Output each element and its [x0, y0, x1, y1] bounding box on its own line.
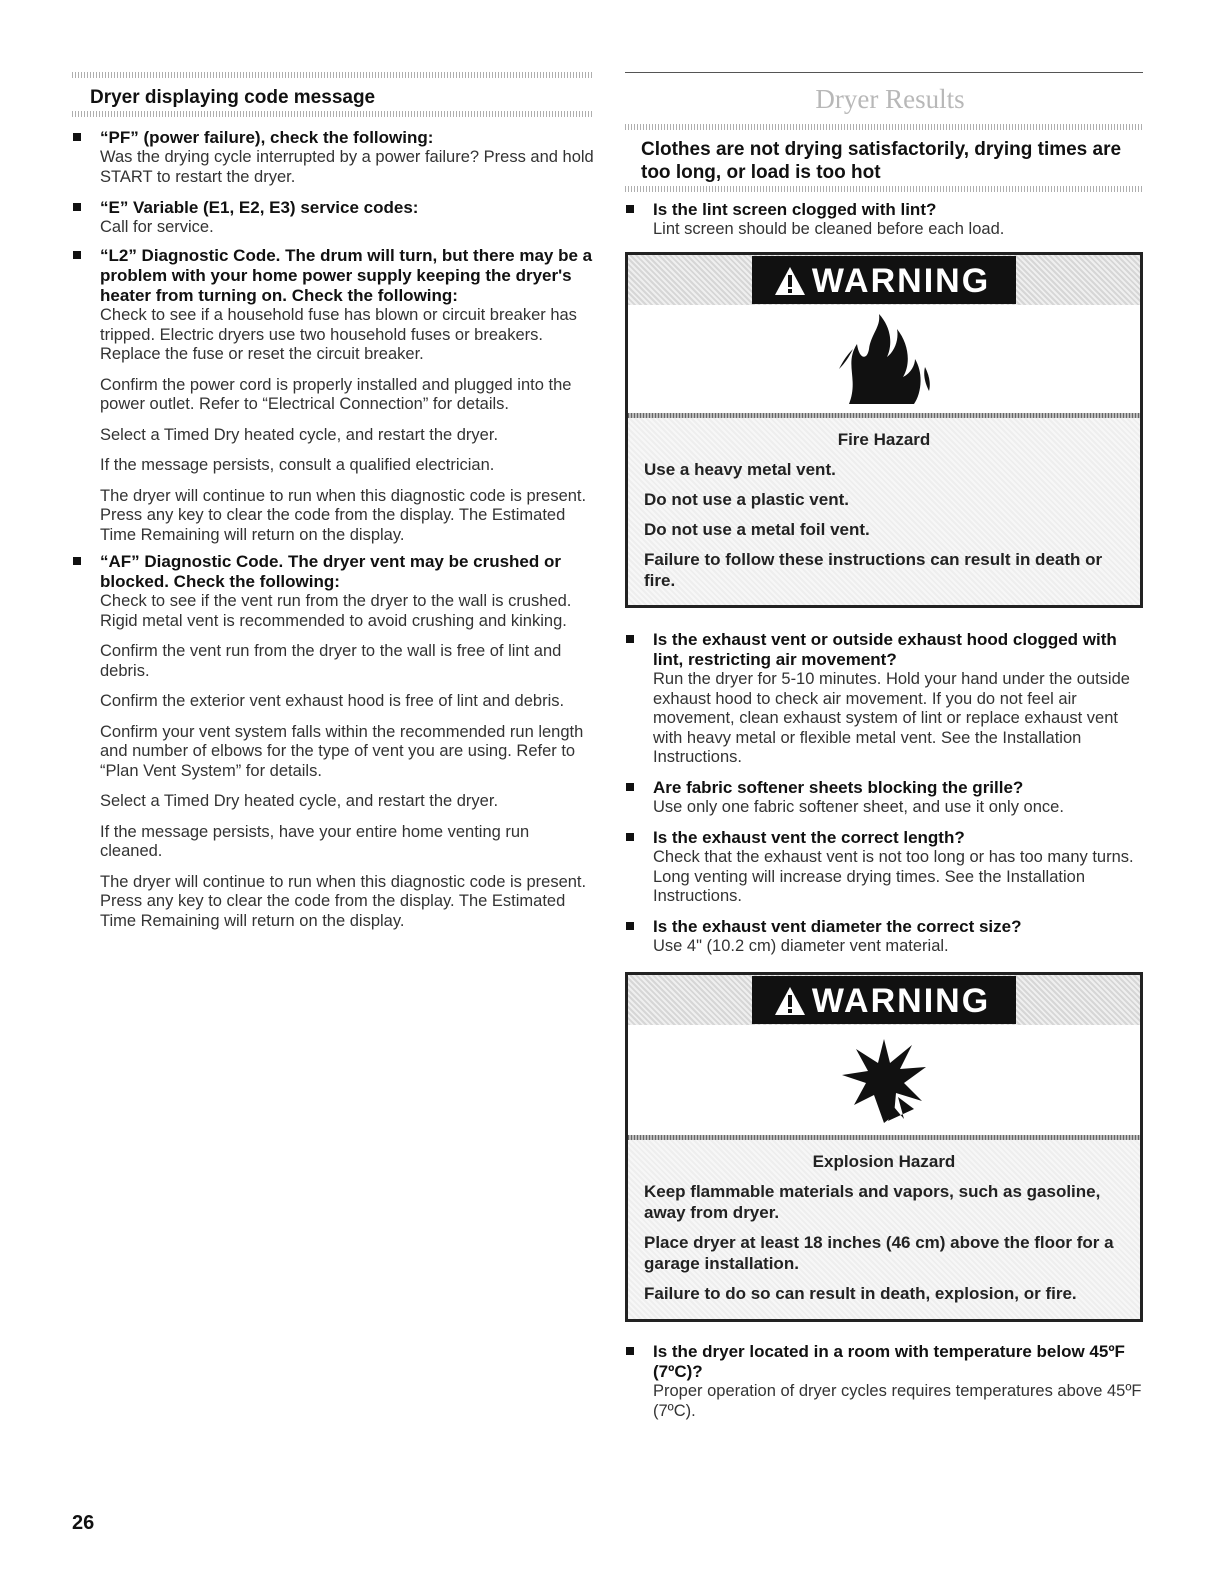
bullet-icon [626, 1347, 634, 1355]
warning-line: Do not use a metal foil vent. [644, 520, 870, 539]
top-rule [72, 72, 592, 78]
item-heading: Is the lint screen clogged with lint? [653, 200, 937, 219]
item-text: Confirm the power cord is properly installed and plugged into the power outlet. Refer to “Electrical Connection” for details. [100, 375, 572, 413]
warning-word: WARNING [811, 262, 991, 300]
warning-line: Use a heavy metal vent. [644, 460, 836, 479]
section-title-dryer-results: Dryer Results [815, 84, 965, 114]
fire-icon-area [628, 305, 1140, 413]
warning-text-area [628, 1140, 1140, 1319]
warning-text-area [628, 418, 1140, 605]
section-title-code-message: Dryer displaying code message [90, 87, 376, 108]
item-heading: Is the dryer located in a room with temperature below 45ºF (7ºC)? [653, 1342, 1125, 1381]
item-text: The dryer will continue to run when this diagnostic code is present. Press any key to clear the code from the display. The Estimated Time Remaining will return on the display. [100, 486, 587, 544]
list-item-exhaust-clogged [653, 630, 1148, 768]
title-rule [72, 111, 592, 117]
bullet-icon [626, 205, 634, 213]
alert-triangle-icon [774, 986, 806, 1016]
bullet-icon [626, 635, 634, 643]
list-item-e-codes [100, 198, 595, 238]
item-heading: “E” Variable (E1, E2, E3) service codes: [100, 198, 419, 217]
list-item-pf [100, 128, 595, 187]
list-item-room-temperature [653, 1342, 1148, 1421]
list-item-lint-screen [653, 200, 1148, 240]
item-text: Lint screen should be cleaned before each load. [653, 220, 1005, 238]
item-text: Check to see if the vent run from the dryer to the wall is crushed. Rigid metal vent is recommended to avoid crushing and kinking. [100, 592, 572, 630]
item-text: Use only one fabric softener sheet, and use it only once. [653, 798, 1064, 816]
item-text: Check that the exhaust vent is not too long or has too many turns. Long venting will increase drying times. See the Installation Instructions. [653, 848, 1134, 905]
list-item-fabric-softener [653, 778, 1148, 818]
item-heading: Is the exhaust vent diameter the correct size? [653, 917, 1022, 936]
warning-line: Do not use a plastic vent. [644, 490, 849, 509]
item-text: Confirm your vent system falls within the recommended run length and number of elbows for the type of vent you are using. Refer to “Plan Vent System” for details. [100, 722, 584, 780]
warning-line: Failure to do so can result in death, explosion, or fire. [644, 1284, 1077, 1303]
item-text: Select a Timed Dry heated cycle, and restart the dryer. [100, 425, 499, 444]
item-heading: Are fabric softener sheets blocking the grille? [653, 778, 1024, 797]
hazard-title: Explosion Hazard [812, 1152, 956, 1171]
item-heading: “PF” (power failure), check the following: [100, 128, 434, 147]
warning-word: WARNING [811, 982, 991, 1020]
warning-label [752, 976, 1016, 1024]
item-text: Check to see if a household fuse has blown or circuit breaker has tripped. Electric dryers use two household fuses or breakers. Replace the fuse or reset the circuit breaker. [100, 306, 577, 363]
bullet-icon [73, 133, 81, 141]
warning-label [752, 256, 1016, 304]
item-text: If the message persists, have your entire home venting run cleaned. [100, 822, 530, 860]
item-text: Call for service. [100, 218, 214, 236]
item-text: Select a Timed Dry heated cycle, and restart the dryer. [100, 792, 499, 810]
item-text: The dryer will continue to run when this diagnostic code is present. Press any key to clear the code from the display. The Estimated Time Remaining will return on the display. [100, 872, 587, 930]
list-item-l2 [100, 246, 595, 545]
list-item-vent-diameter [653, 917, 1148, 957]
item-heading: Is the exhaust vent or outside exhaust hood clogged with lint, restricting air movement? [653, 630, 1117, 669]
explosion-icon-area [628, 1025, 1140, 1135]
item-heading: Is the exhaust vent the correct length? [653, 828, 965, 847]
explosion-icon [834, 1035, 934, 1125]
bullet-icon [626, 833, 634, 841]
warning-line: Place dryer at least 18 inches (46 cm) above the floor for a garage installation. [644, 1233, 1114, 1273]
item-heading: “AF” Diagnostic Code. The dryer vent may be crushed or blocked. Check the following: [100, 552, 561, 591]
item-text: Confirm the vent run from the dryer to the wall is free of lint and debris. [100, 642, 562, 680]
item-text: Proper operation of dryer cycles requires temperatures above 45ºF (7ºC). [653, 1382, 1142, 1420]
item-text: If the message persists, consult a qualified electrician. [100, 456, 495, 474]
item-text: Was the drying cycle interrupted by a power failure? Press and hold START to restart the dryer. [100, 148, 594, 186]
bullet-icon [626, 922, 634, 930]
warning-box-explosion [625, 972, 1143, 1322]
bullet-icon [73, 203, 81, 211]
item-text: Use 4" (10.2 cm) diameter vent material. [653, 937, 949, 955]
warning-header [628, 255, 1140, 305]
item-text: Confirm the exterior vent exhaust hood is free of lint and debris. [100, 692, 565, 710]
subtitle-rule [625, 186, 1143, 192]
warning-line: Keep flammable materials and vapors, such as gasoline, away from dryer. [644, 1182, 1101, 1222]
top-rule [625, 72, 1143, 73]
warning-box-fire [625, 252, 1143, 608]
bullet-icon [73, 557, 81, 565]
title-rule [625, 124, 1143, 130]
fire-icon [829, 309, 939, 409]
bullet-icon [73, 251, 81, 259]
results-subtitle: Clothes are not drying satisfactorily, drying times are too long, or load is too hot [641, 139, 1122, 183]
warning-header [628, 975, 1140, 1025]
list-item-vent-length [653, 828, 1148, 907]
alert-triangle-icon [774, 266, 806, 296]
list-item-af [100, 552, 595, 931]
item-text: Run the dryer for 5-10 minutes. Hold your hand under the outside exhaust hood to check air movement. If you do not feel air movement, clean exhaust system of lint or replace exhaust vent with heavy metal or flexible metal vent. See the Installation Instructions. [653, 670, 1130, 766]
warning-line: Failure to follow these instructions can result in death or fire. [644, 550, 1103, 590]
item-heading: “L2” Diagnostic Code. The drum will turn, but there may be a problem with your home power supply keeping the dryer's heater from turning on. Check the following: [100, 246, 593, 305]
hazard-title: Fire Hazard [837, 430, 931, 449]
page-number: 26 [72, 1512, 95, 1534]
bullet-icon [626, 783, 634, 791]
